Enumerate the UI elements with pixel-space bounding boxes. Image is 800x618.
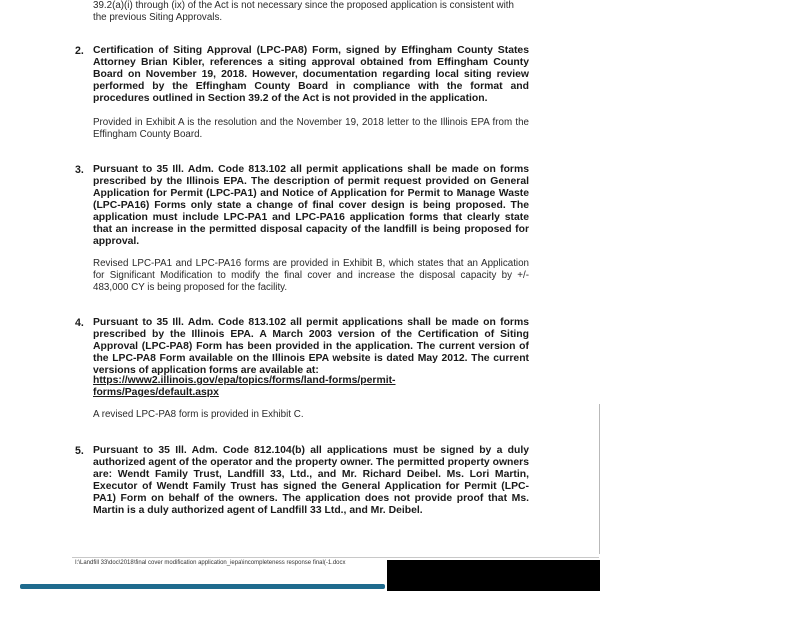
scroll-progress-bar[interactable]: [20, 584, 385, 589]
item-2-heading: Certification of Siting Approval (LPC-PA8) Form, signed by Effingham County States Attorney Brian Kibler, references a siting approval obtained from Effingham County Board on November 19, 2018. However, documentation regarding local siting review performed by the Effingham County Board in compliance with the format and procedures outlined in Section 39.2 of the Act is not provided in the application.: [93, 45, 529, 104]
intro-line-1: 39.2(a)(i) through (ix) of the Act is not necessary since the proposed application is consistent with: [93, 0, 514, 11]
item-number-2: 2.: [75, 45, 84, 57]
item-2-response: Provided in Exhibit A is the resolution and the November 19, 2018 letter to the Illinois EPA from the Effingham County Board.: [93, 117, 529, 141]
item-number-4: 4.: [75, 317, 84, 329]
item-number-5: 5.: [75, 445, 84, 457]
item-number-3: 3.: [75, 164, 84, 176]
footer-file-path: I:\Landfill 33\doc\2018\final cover modification application_iepa\incompleteness response final(-1.docx: [75, 560, 346, 566]
forms-link[interactable]: https://www2.illinois.gov/epa/topics/forms/land-forms/permit-forms/Pages/default.aspx: [93, 375, 396, 398]
item-3-response: Revised LPC-PA1 and LPC-PA16 forms are provided in Exhibit B, which states that an Application for Significant Modification to modify the final cover and increase the disposal capacity by +/- 483,000 CY is being proposed for the facility.: [93, 258, 529, 294]
intro-line-2: the previous Siting Approvals.: [93, 12, 223, 23]
footer-rule: [72, 557, 599, 558]
margin-line: [599, 404, 600, 554]
item-3-heading: Pursuant to 35 Ill. Adm. Code 813.102 all permit applications shall be made on forms prescribed by the Illinois EPA. The description of permit request provided on General Application for Permit (LPC-PA1) and Notice of Application for Permit to Manage Waste (LPC-PA16) Forms only state a change of final cover design is being proposed. The application must include LPC-PA1 and LPC-PA16 application forms that clearly state that an increase in the permitted disposal capacity of the landfill is being proposed for approval.: [93, 164, 529, 247]
item-4-response: A revised LPC-PA8 form is provided in Exhibit C.: [93, 409, 304, 420]
item-4-heading: Pursuant to 35 Ill. Adm. Code 813.102 all permit applications shall be made on forms prescribed by the Illinois EPA. A March 2003 version of the Certification of Siting Approval (LPC-PA8) Form has been provided in the application. The current version of the LPC-PA8 Form available on the Illinois EPA website is dated May 2012. The current versions of application forms are available at:: [93, 317, 529, 376]
redaction-box: [387, 560, 600, 591]
item-5-heading: Pursuant to 35 Ill. Adm. Code 812.104(b) all applications must be signed by a duly authorized agent of the operator and the property owner. The permitted property owners are: Wendt Family Trust, Landfill 33, Ltd., and Mr. Richard Deibel. Ms. Lori Martin, Executor of Wendt Family Trust has signed the General Application for Permit (LPC-PA1) Form on behalf of the owners. The application does not provide proof that Ms. Martin is a duly authorized agent of Landfill 33 Ltd., and Mr. Deibel.: [93, 445, 529, 516]
